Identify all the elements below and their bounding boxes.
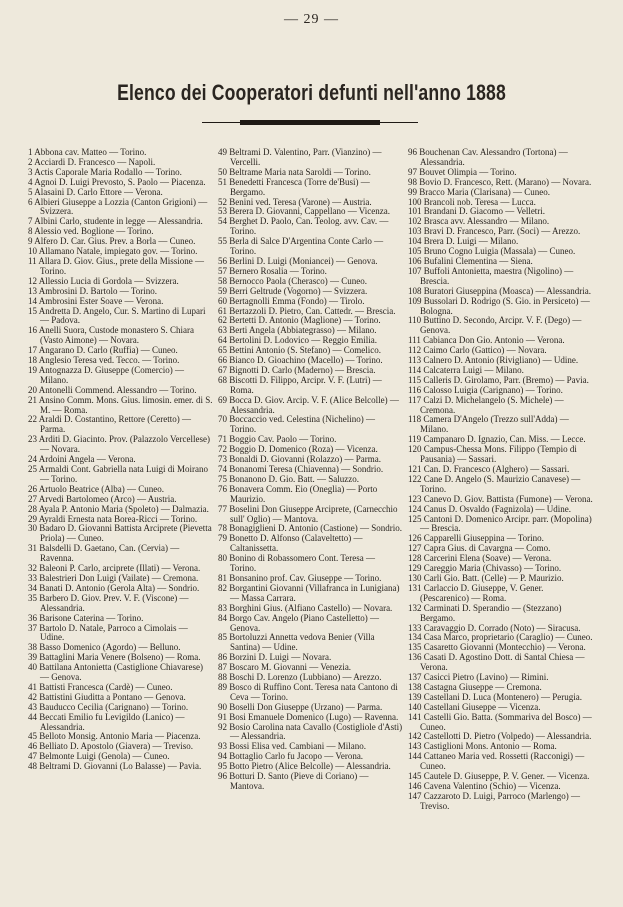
list-item: 86 Borzini D. Luigi — Novara.	[218, 652, 332, 663]
list-item: 76 Bonavera Comm. Eio (Oneglia) — Porto Maurizio.	[218, 483, 378, 504]
list-item: 43 Bauducco Cecilia (Carignano) — Torino.	[28, 701, 189, 712]
list-item: 118 Camera D'Angelo (Trezzo sull'Adda) — Milano.	[408, 414, 569, 435]
list-item: 8 Alessio ved. Boglione — Torino.	[28, 226, 154, 237]
list-item: 108 Buratori Giuseppina (Moasca) — Alessandria.	[408, 285, 591, 296]
column-1	[28, 148, 213, 772]
list-item: 103 Bravi D. Francesco, Parr. (Soci) — Arezzo.	[408, 226, 581, 237]
list-item: 46 Belliato D. Apostolo (Giavera) — Treviso.	[28, 741, 193, 752]
list-item: 22 Araldi D. Costantino, Rettore (Ceretto) — Parma.	[28, 414, 191, 435]
list-item: 72 Boggio D. Domenico (Roza) — Vicenza.	[218, 444, 378, 455]
list-item: 30 Badaro D. Giovanni Battista Arciprete (Pievetta Priola) — Cuneo.	[28, 523, 212, 544]
list-item: 15 Andretta D. Angelo, Cur. S. Martino di Lupari — Padova.	[28, 305, 206, 326]
list-item: 28 Ayala P. Antonio Maria (Spoleto) — Dalmazia.	[28, 503, 209, 514]
list-item: 61 Bertazzoli D. Pietro, Can. Cattedr. — Brescia.	[218, 305, 396, 316]
list-item: 111 Cabianca Don Gio. Antonio — Verona.	[408, 335, 565, 346]
list-item: 56 Berlini D. Luigi (Moniancei) — Genova.	[218, 255, 378, 266]
list-item: 4 Agnoi D. Luigi Prevosto, S. Paolo — Piacenza.	[28, 176, 206, 187]
list-item: 139 Castellani D. Luca (Montenero) — Perugia.	[408, 691, 582, 702]
list-item: 131 Carlaccio D. Giuseppe, V. Gener. (Pescarenico) — Roma.	[408, 582, 544, 603]
list-item: 88 Boschi D. Lorenzo (Lubbiano) — Arezzo.	[218, 672, 382, 683]
list-item: 64 Bertolini D. Lodovico — Reggio Emilia.	[218, 335, 377, 346]
list-item: 37 Bartolo D. Natale, Parroco a Cimolais — Udine.	[28, 622, 188, 643]
list-item: 12 Allessio Lucia di Gordola — Svizzera.	[28, 275, 179, 286]
list-item: 65 Bettini Antonio (S. Stefano) — Comelico.	[218, 345, 381, 356]
list-item: 142 Castellotti D. Pietro (Volpedo) — Alessandria.	[408, 731, 592, 742]
list-item: 71 Boggio Cav. Paolo — Torino.	[218, 434, 337, 445]
list-item: 136 Casati D. Agostino Dott. di Santal Chiesa — Verona.	[408, 652, 585, 673]
list-item: 59 Berri Geltrude (Vogorno) — Svizzera.	[218, 285, 368, 296]
list-item: 123 Canevo D. Giov. Battista (Fumone) — Verona.	[408, 493, 593, 504]
list-item: 1 Abbona cav. Matteo — Torino.	[28, 147, 147, 157]
list-item: 141 Castelli Gio. Batta. (Sommariva del Bosco) — Cuneo.	[408, 711, 592, 732]
list-item: 52 Benini ved. Teresa (Varone) — Austria.	[218, 196, 372, 207]
list-item: 124 Canus D. Osvaldo (Fagnizola) — Udine.	[408, 503, 571, 514]
list-item: 99 Bracco Maria (Clarisana) — Cuneo.	[408, 186, 550, 197]
list-item: 84 Borgo Cav. Angelo (Piano Castelletto) — Genova.	[218, 612, 379, 633]
list-item: 100 Brancoli nob. Teresa — Lucca.	[408, 196, 536, 207]
list-item: 25 Armaldi Cont. Gabriella nata Luigi di Moirano — Torino.	[28, 464, 208, 484]
list-item: 42 Battistini Giuditta a Pontano — Genova.	[28, 691, 186, 702]
list-item: 85 Bortoluzzi Annetta vedova Benier (Villa Santina) — Udine.	[218, 632, 375, 653]
list-item: 50 Beltrame Maria nata Saroldi — Torino.	[218, 166, 371, 177]
list-item: 109 Bussolari D. Rodrigo (S. Gio. in Persiceto) — Bologna.	[408, 295, 590, 316]
list-item: 94 Bottaglio Carlo fu Jacopo — Verona.	[218, 751, 364, 762]
list-item: 117 Calzi D. Michelangelo (S. Michele) — Cremona.	[408, 394, 564, 415]
list-item: 110 Buttino D. Secondo, Arcipr. V. F. (Dego) — Genova.	[408, 315, 582, 336]
list-item: 9 Alfero D. Car. Gius. Prev. a Borla — Cuneo.	[28, 236, 196, 247]
list-item: 112 Caimo Carlo (Gattico) — Novara.	[408, 345, 547, 356]
list-item: 82 Borgantini Giovanni (Villafranca in Lunigiana) — Massa Carrara.	[218, 582, 400, 603]
list-item: 77 Boselini Don Giuseppe Arciprete, (Carnecchio sull' Oglio) — Mantova.	[218, 503, 398, 524]
list-item: 91 Bosi Emanuele Domenico (Lugo) — Ravenna.	[218, 711, 399, 722]
list-item: 133 Caravaggio D. Corrado (Noto) — Siracusa.	[408, 622, 581, 633]
list-item: 107 Buffoli Antonietta, maestra (Nigolino) — Brescia.	[408, 265, 574, 286]
list-item: 121 Can. D. Francesco (Alghero) — Sassari.	[408, 464, 570, 474]
list-item: 106 Bufalini Clementina — Siena.	[408, 255, 533, 266]
list-item: 24 Ardoini Angela — Verona.	[28, 454, 136, 465]
list-item: 36 Barisone Caterina — Torino.	[28, 612, 144, 623]
list-item: 79 Bonetto D. Alfonso (Calaveltetto) — Caltanissetta.	[218, 533, 363, 554]
list-item: 95 Botto Pietro (Alice Belcolle) — Alessandria.	[218, 761, 391, 772]
list-item: 48 Beltrami D. Giovanni (Lo Balasse) — Pavia.	[28, 761, 202, 772]
list-item: 132 Carminati D. Sperandio — (Stezzano) Bergamo.	[408, 602, 562, 623]
list-item: 101 Brandani D. Giacomo — Velletri.	[408, 206, 546, 217]
list-item: 138 Castagna Giuseppe — Cremona.	[408, 681, 542, 692]
list-item: 60 Bertagnolli Emma (Fondo) — Tirolo.	[218, 295, 365, 306]
list-item: 93 Bossi Elisa ved. Cambiani — Milano.	[218, 741, 366, 752]
list-item: 32 Baleoni P. Carlo, arciprete (Illati) — Verona.	[28, 563, 201, 574]
list-item: 44 Beccati Emilio fu Levigildo (Lanico) — Alessandria.	[28, 711, 185, 732]
list-item: 70 Boccaccio ved. Celestina (Nichelino) — Torino.	[218, 414, 375, 435]
list-item: 137 Casicci Pietro (Lavino) — Rimini.	[408, 672, 549, 683]
list-item: 62 Bertetti D. Antonio (Maglione) — Torino.	[218, 315, 381, 326]
list-item: 55 Berla di Salce D'Argentina Conte Carlo — Torino.	[218, 236, 384, 257]
list-item: 54 Berghet D. Paolo, Can. Teolog. avv. Cav. — Torino.	[218, 216, 389, 237]
list-item: 38 Basso Domenico (Agordo) — Belluno.	[28, 642, 181, 653]
list-item: 116 Calosso Luigia (Carignano) — Torino.	[408, 384, 563, 395]
column-2	[218, 148, 403, 792]
list-item: 66 Bianco D. Gioachino (Macello) — Torino.	[218, 355, 383, 366]
list-item: 127 Capra Gius. di Cavargna — Como.	[408, 543, 551, 554]
list-item: 35 Barbero D. Giov. Prev. V. F. (Viscone) — Alessandria.	[28, 592, 189, 613]
page-number: — 29 —	[284, 12, 339, 27]
list-item: 2 Acciardi D. Francesco — Napoli.	[28, 156, 156, 167]
list-item: 128 Carcerini Elena (Soave) — Verona.	[408, 553, 552, 564]
list-item: 45 Belloto Monsig. Antonio Maria — Piacenza.	[28, 731, 201, 742]
list-item: 102 Brasca avv. Alessandro — Milano.	[408, 216, 550, 227]
list-item: 29 Ayraldi Ernesta nata Borea-Ricci — Torino.	[28, 513, 198, 524]
page-title: Elenco dei Cooperatori defunti nell'anno 1888	[117, 80, 506, 105]
list-item: 7 Albini Carlo, studente in legge — Alessandria.	[28, 216, 203, 227]
list-item: 140 Castellani Giuseppe — Vicenza.	[408, 701, 541, 712]
list-item: 18 Anglesio Teresa ved. Tecco. — Torino.	[28, 355, 180, 366]
list-item: 74 Bonanomi Teresa (Chiavenna) — Sondrio.	[218, 464, 384, 474]
list-item: 39 Battaglini Maria Venere (Bolseno) — Roma.	[28, 652, 201, 663]
list-item: 5 Alasaini D. Carlo Ettore — Verona.	[28, 186, 163, 197]
list-item: 97 Bouvet Olimpia — Torino.	[408, 166, 517, 177]
list-item: 81 Bonsanino prof. Cav. Giuseppe — Torino.	[218, 572, 382, 583]
list-item: 146 Cavena Valentino (Schio) — Vicenza.	[408, 781, 561, 791]
list-item: 113 Calnero D. Antonio (Rivigliano) — Udine.	[408, 355, 579, 366]
list-item: 67 Bignotti D. Carlo (Maderno) — Brescia.	[218, 364, 376, 375]
list-item: 119 Campanaro D. Ignazio, Can. Miss. — Lecce.	[408, 434, 586, 445]
list-item: 53 Berera D. Giovanni, Cappellano — Vicenza.	[218, 206, 390, 217]
list-item: 87 Boscaro M. Giovanni — Venezia.	[218, 662, 352, 673]
list-item: 6 Albieri Giuseppe a Lozzia (Canton Grigioni) — Svizzera.	[28, 196, 208, 217]
list-item: 96 Botturi D. Santo (Pieve di Coriano) — Mantova.	[218, 771, 369, 791]
column-3	[408, 148, 593, 812]
list-item: 75 Bonanono D. Gio. Batt. — Saluzzo.	[218, 473, 359, 484]
list-item: 114 Calcaterra Luigi — Milano.	[408, 364, 524, 375]
list-item: 27 Arvedi Bartolomeo (Arco) — Austria.	[28, 493, 177, 504]
list-item: 73 Bonaldi D. Giovanni (Rolazzo) — Parma.	[218, 454, 381, 465]
list-item: 98 Bovio D. Francesco, Rett. (Marano) — Novara.	[408, 176, 592, 187]
list-item: 69 Bocca D. Giov. Arcip. V. F. (Alice Belcolle) — Alessandria.	[218, 394, 399, 415]
list-item: 63 Berti Angela (Abbiategrasso) — Milano.	[218, 325, 377, 336]
list-item: 83 Borghini Gius. (Alfiano Castello) — Novara.	[218, 602, 393, 613]
list-item: 89 Bosco di Ruffino Cont. Teresa nata Cantono di Ceva — Torino.	[218, 681, 398, 702]
list-item: 41 Battisti Francesca (Cardè) — Cuneo.	[28, 681, 173, 692]
list-item: 10 Allamano Natale, impiegato gov. — Torino.	[28, 246, 198, 257]
list-item: 33 Balestrieri Don Luigi (Vailate) — Cremona.	[28, 572, 199, 583]
list-item: 47 Belmonte Luigi (Genola) — Cuneo.	[28, 751, 170, 762]
list-item: 58 Bernocco Paola (Cherasco) — Cuneo.	[218, 275, 367, 286]
list-item: 23 Arditi D. Giacinto. Prov. (Palazzolo Vercellese) — Novara.	[28, 434, 210, 455]
list-item: 16 Anelli Suora, Custode monastero S. Chiara (Vasto Aimone) — Novara.	[28, 325, 194, 346]
list-item: 3 Actis Caporale Maria Rodallo — Torino.	[28, 166, 182, 177]
list-item: 21 Ansino Comm. Mons. Gius. limosin. emer. di S. M. — Roma.	[28, 394, 213, 415]
list-item: 130 Carli Gio. Batt. (Celle) — P. Maurizio.	[408, 572, 564, 583]
list-item: 51 Benedetti Francesca (Torre de'Busi) — Bergamo.	[218, 176, 370, 197]
list-item: 13 Ambrosini D. Bartolo — Torino.	[28, 285, 157, 296]
list-item: 17 Angarano D. Carlo (Ruffia) — Cuneo.	[28, 345, 178, 356]
list-item: 40 Battilana Antonietta (Castiglione Chiavarese) — Genova.	[28, 662, 203, 683]
list-item: 20 Antonelli Commend. Alessandro — Torino.	[28, 384, 197, 395]
list-item: 31 Balsdelli D. Gaetano, Can. (Cervia) — Ravenna.	[28, 543, 180, 564]
list-item: 11 Allara D. Giov. Gius., prete della Missione — Torino.	[28, 255, 205, 276]
list-item: 34 Banati D. Antonio (Gerola Alta) — Sondrio.	[28, 582, 200, 593]
list-item: 115 Calleris D. Girolamo, Parr. (Bremo) — Pavia.	[408, 374, 589, 385]
list-item: 92 Bosio Carolina nata Cavallo (Costigliole d'Asti) — Alessandria.	[218, 721, 403, 742]
list-item: 122 Cane D. Angelo (S. Maurizio Canavese) — Torino.	[408, 473, 581, 494]
list-item: 96 Bouchenan Cav. Alessandro (Tortona) — Alessandria.	[408, 147, 568, 167]
list-item: 57 Bernero Rosalia — Torino.	[218, 265, 327, 276]
list-item: 147 Cazzaroto D. Luigi, Parroco (Marlengo) — Treviso.	[408, 790, 580, 811]
list-item: 104 Brera D. Luigi — Milano.	[408, 236, 519, 247]
list-item: 105 Bruno Cogno Luigia (Massala) — Cuneo.	[408, 246, 576, 257]
list-item: 80 Bonino di Robassomero Cont. Teresa — Torino.	[218, 553, 375, 574]
list-item: 144 Cattaneo Maria ved. Rossetti (Racconigi) — Cuneo.	[408, 751, 585, 772]
title-rule	[240, 120, 380, 125]
list-item: 14 Ambrosini Ester Soave — Verona.	[28, 295, 164, 306]
list-item: 145 Cautele D. Giuseppe, P. V. Gener. — Vicenza.	[408, 771, 590, 782]
list-item: 90 Boselli Don Giuseppe (Urzano) — Parma.	[218, 701, 383, 712]
list-item: 135 Casaretto Giovanni (Montecchio) — Verona.	[408, 642, 586, 653]
list-item: 129 Careggio Maria (Chivasso) — Torino.	[408, 563, 562, 574]
list-item: 134 Casa Marco, proprietario (Caraglio) — Cuneo.	[408, 632, 593, 643]
list-item: 125 Cantoni D. Domenico Arcipr. parr. (Mopolina) — Brescia.	[408, 513, 592, 534]
list-item: 126 Capparelli Giuseppina — Torino.	[408, 533, 544, 544]
list-item: 26 Artuolo Beatrice (Alba) — Cuneo.	[28, 483, 164, 494]
list-item: 120 Campus-Chessa Mons. Filippo (Tempio di Pausania) — Sassari.	[408, 444, 577, 465]
list-item: 78 Bonagiglieni D. Antonio (Castione) — Sondrio.	[218, 523, 402, 534]
list-item: 19 Antognazza D. Giuseppe (Comercio) — Milano.	[28, 364, 184, 385]
list-item: 143 Castiglioni Mons. Antonio — Roma.	[408, 741, 557, 752]
list-item: 49 Beltrami D. Valentino, Parr. (Vianzino) — Vercelli.	[218, 147, 382, 167]
list-item: 68 Biscotti D. Filippo, Arcipr. V. F. (Lutri) — Roma.	[218, 374, 382, 395]
